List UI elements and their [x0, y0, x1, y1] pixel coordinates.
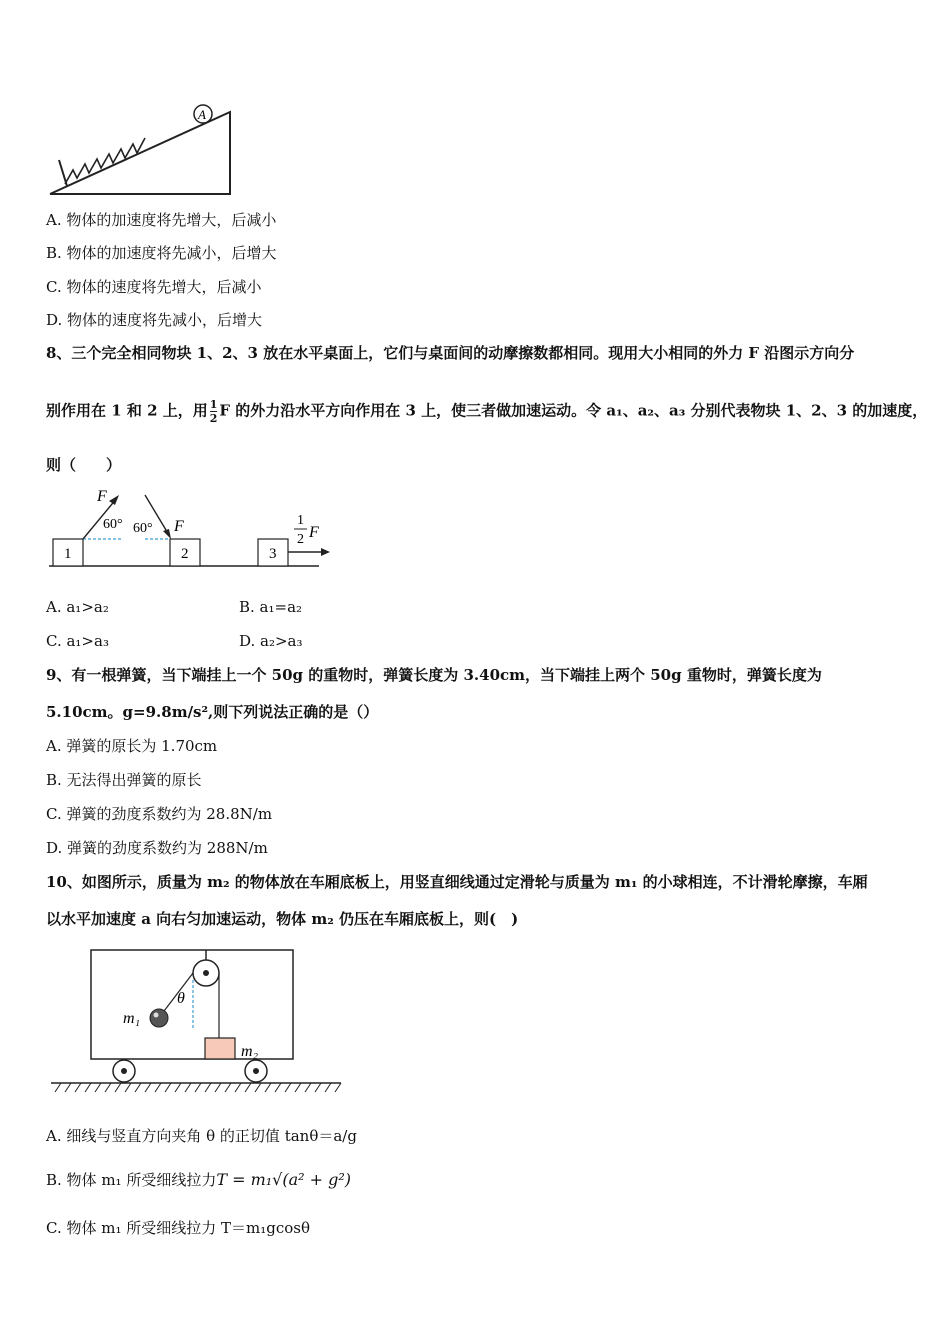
force-f-right: F: [174, 518, 184, 535]
q7-option-b: B. 物体的加速度将先减小，后增大: [46, 244, 277, 262]
blocks-figure: [45, 485, 330, 575]
q8-line2-b: F 的外力沿水平方向作用在 3 上，使三者做加速运动。令 a₁、a₂、a₃ 分别代表物块 1、2、3 的加速度，: [219, 401, 928, 420]
q9-option-b: B. 无法得出弹簧的原长: [46, 771, 202, 789]
block-1-label: 1: [64, 546, 72, 562]
tension-formula: T = m₁√(a² + g²): [216, 1170, 352, 1189]
q8-stem-line2: [46, 398, 927, 425]
q10-stem-line2: 以水平加速度 a 向右匀加速运动，物体 m₂ 仍压在车厢底板上，则( ): [46, 910, 519, 928]
q10-stem-line1: 10、如图所示，质量为 m₂ 的物体放在车厢底板上，用竖直细线通过定滑轮与质量为 m₁ 的小球相连，不计滑轮摩擦，车厢: [46, 873, 868, 891]
m1-label: m₁: [123, 1010, 141, 1027]
incline-spring-figure: [45, 100, 240, 200]
block-3-label: 3: [269, 546, 277, 562]
q10-option-a: A. 细线与竖直方向夹角 θ 的正切值 tanθ＝a/g: [46, 1127, 357, 1145]
q10-option-c: C. 物体 m₁ 所受细线拉力 T＝m₁gcosθ: [46, 1219, 311, 1237]
q8-stem-line1: 8、三个完全相同物块 1、2、3 放在水平桌面上，它们与桌面间的动摩擦数都相同。现用大小相同的外力 F 沿图示方向分: [46, 344, 855, 362]
q9-stem-line1: 9、有一根弹簧，当下端挂上一个 50g 的重物时，弹簧长度为 3.40cm，当下端挂上两个 50g 重物时，弹簧长度为: [46, 666, 822, 684]
car-pulley-figure: [45, 940, 345, 1100]
q7-option-d: D. 物体的速度将先减小，后增大: [46, 311, 263, 329]
angle-60-right: 60°: [133, 521, 153, 536]
q8-option-d: D. a₂>a₃: [239, 632, 303, 650]
q8-option-a: A. a₁>a₂: [46, 598, 109, 616]
q8-option-c: C. a₁>a₃: [46, 632, 109, 650]
q8-option-b: B. a₁=a₂: [239, 598, 303, 616]
angle-60-left: 60°: [103, 517, 123, 532]
q9-option-a: A. 弹簧的原长为 1.70cm: [46, 737, 218, 755]
q8-stem-line3: 则（ ）: [46, 456, 122, 474]
q8-line2-a: 别作用在 1 和 2 上，用: [46, 401, 208, 420]
block-2-label: 2: [181, 546, 189, 562]
force-f-left: F: [97, 488, 107, 505]
half-f-symbol: F: [309, 524, 319, 541]
q10-option-b: [46, 1170, 351, 1190]
q10-option-b-text: B. 物体 m₁ 所受细线拉力: [46, 1171, 217, 1189]
q9-stem-line2: 5.10cm。g=9.8m/s²,则下列说法正确的是（）: [46, 703, 379, 721]
q9-option-d: D. 弹簧的劲度系数约为 288N/m: [46, 839, 268, 857]
half-f-den: 2: [297, 532, 304, 547]
q7-option-a: A. 物体的加速度将先增大，后减小: [46, 211, 277, 229]
q7-option-c: C. 物体的速度将先增大，后减小: [46, 278, 262, 296]
theta-label: θ: [177, 990, 185, 1007]
m2-label: m₂: [241, 1043, 259, 1060]
half-fraction: $\frac{1}{2}$: [209, 398, 218, 425]
half-f-num: 1: [297, 513, 304, 528]
q9-option-c: C. 弹簧的劲度系数约为 28.8N/m: [46, 805, 273, 823]
ball-label: A: [198, 107, 206, 122]
